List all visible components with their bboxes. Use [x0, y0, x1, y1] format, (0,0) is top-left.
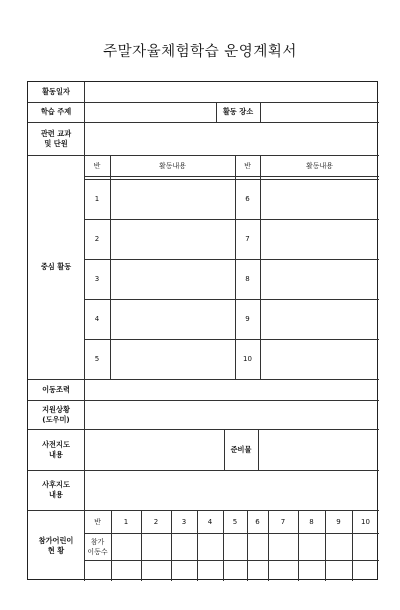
participant-col-header: 9: [336, 517, 341, 526]
transport-label: 이동조력: [42, 384, 70, 394]
class-number: 2: [94, 235, 100, 243]
participants-label: 참가어린이 현 황: [38, 535, 74, 555]
supplies-label: 준비물: [230, 444, 252, 454]
activity-place-label: 활동 장소: [222, 107, 254, 116]
document-title: 주말자율체험학습 운영계획서: [103, 44, 297, 60]
pre-guidance-label: 사전지도 내용: [42, 439, 70, 459]
activity-date-label: 활동일자: [42, 87, 70, 96]
activity-content-header-right: 활동내용: [305, 161, 334, 170]
post-guidance-label: 사후지도 내용: [42, 480, 70, 499]
class-number: 1: [94, 195, 100, 203]
plan-form-table: [27, 81, 378, 580]
class-header-right: 반: [244, 161, 251, 170]
activity-content-header-left: 활동내용: [158, 161, 187, 170]
study-topic-label: 학습 주제: [40, 107, 72, 116]
participant-col-header: 5: [232, 517, 238, 526]
class-number: 3: [94, 275, 100, 283]
class-number: 6: [245, 195, 250, 203]
class-number: 7: [245, 235, 250, 243]
class-number: 10: [243, 355, 252, 363]
class-number: 4: [94, 315, 100, 323]
participant-col-header: 10: [361, 517, 370, 526]
class-number: 8: [245, 275, 250, 283]
participant-col-header: 2: [153, 517, 159, 526]
participant-col-header: 6: [255, 517, 260, 526]
participant-col-header: 1: [123, 517, 129, 526]
main-activity-label: 중심 활동: [40, 262, 72, 271]
participant-col-header: 3: [181, 517, 187, 526]
related-subject-label: 관련 교과 및 단원: [40, 128, 72, 148]
participant-class-header: 반: [94, 517, 101, 526]
participant-col-header: 7: [280, 517, 286, 526]
participant-col-header: 4: [207, 517, 213, 526]
class-number: 9: [245, 315, 250, 323]
class-number: 5: [94, 355, 100, 363]
guidance-label: 지원상황 (도우미): [42, 404, 70, 424]
participant-count-label: 참가 이동수: [87, 537, 108, 556]
participant-col-header: 8: [309, 517, 314, 526]
class-header-left: 반: [93, 161, 101, 170]
